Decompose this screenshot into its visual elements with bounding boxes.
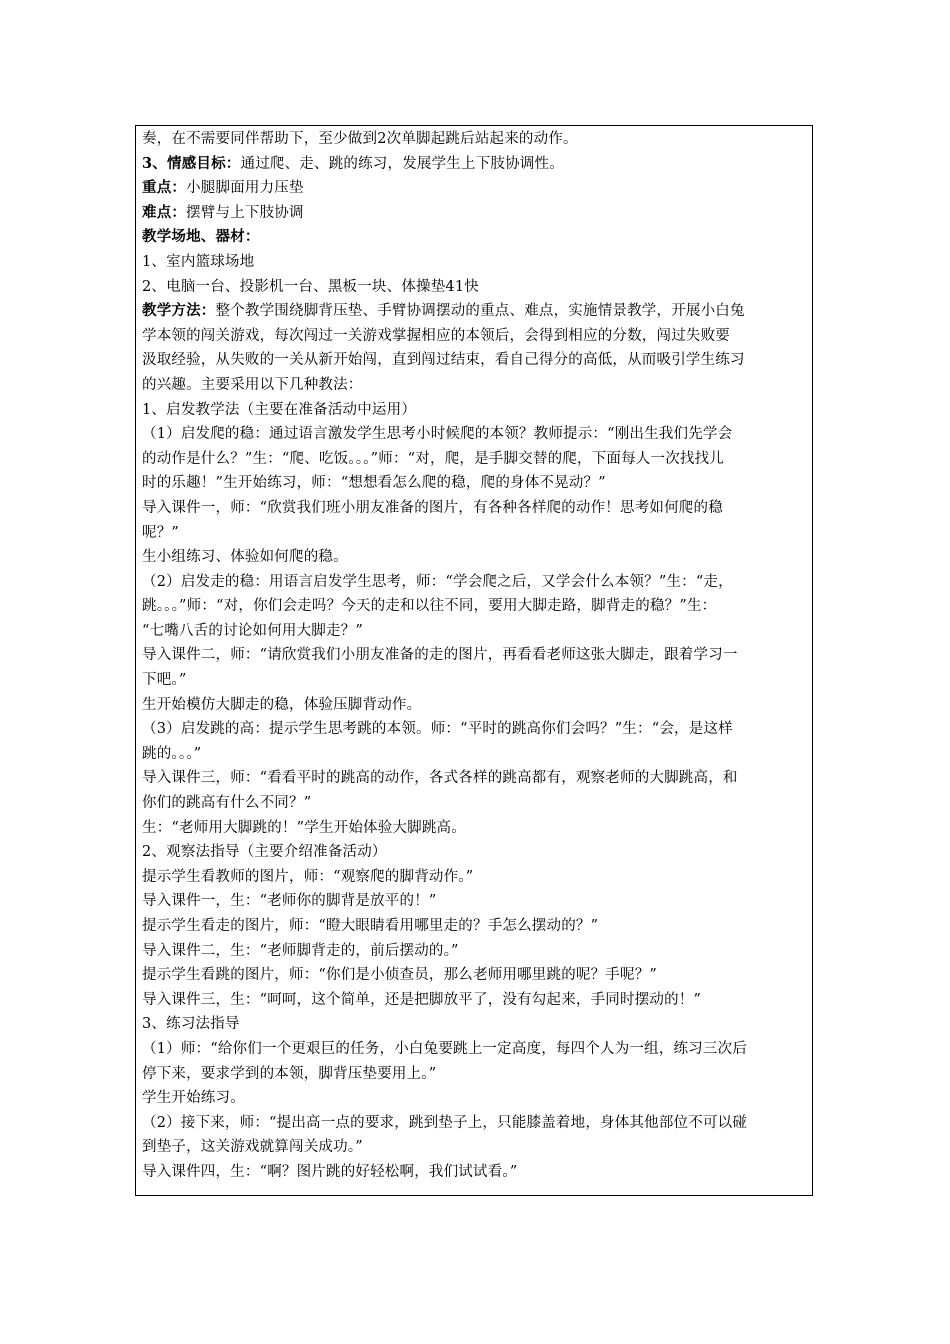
text-line [142,176,806,201]
line-text: 生小组练习、体验如何爬的稳。 [142,549,348,566]
line-text: 提示学生看走的图片，师：“瞪大眼睛看用哪里走的？手怎么摆动的？” [142,918,599,934]
text-line [142,1062,806,1087]
line-text: 提示学生看跳的图片，师：“你们是小侦查员，那么老师用哪里跳的呢？手呢？” [142,967,658,984]
text-line [142,988,806,1013]
line-text: 导入课件二，师：“请欣赏我们小朋友准备的走的图片，再看看老师这张大脚走，跟着学习一 [142,647,738,664]
text-line [142,791,806,816]
text-line [142,201,806,226]
text-line [142,275,806,300]
line-text: 通过爬、走、跳的练习，发展学生上下肢协调性。 [240,155,564,172]
text-line [142,693,806,718]
text-line [142,521,806,546]
bold-heading: 教学场地、器材： [142,228,260,246]
text-line [142,889,806,914]
text-line [142,1012,806,1037]
text-line [142,299,806,324]
text-line [142,742,806,767]
line-text: 下吧。” [142,672,187,689]
text-line [142,668,806,693]
line-text: 学本领的闯关游戏，每次闯过一关游戏掌握相应的本领后，会得到相应的分数，闯过失败要 [142,327,730,344]
line-text: 2、观察法指导（主要介绍准备活动） [142,844,387,861]
lesson-plan-table-cell [135,125,813,1196]
line-text: （2）启发走的稳：用语言启发学生思考，师：“学会爬之后，又学会什么本领？”生：“走， [142,573,733,590]
line-text: 导入课件二，生：“老师脚背走的，前后摆动的。” [142,942,459,959]
text-line [142,496,806,521]
bold-heading: 3、情感目标： [142,154,241,172]
line-text: 1、室内篮球场地 [142,253,255,270]
bold-heading: 难点： [142,203,187,221]
line-text: 奏，在不需要同伴帮助下，至少做到2次单脚起跳后站起来的动作。 [142,131,578,147]
line-text: 呢？” [142,524,180,541]
line-text: 时的乐趣！”生开始练习，师：“想想看怎么爬的稳，爬的身体不晃动？” [142,475,606,492]
line-text: 1、启发教学法（主要在准备活动中运用） [142,401,417,418]
text-line [142,766,806,791]
line-text: 导入课件四，生：“啊？图片跳的好轻松啊，我们试试看。” [142,1163,518,1180]
text-line [142,1086,806,1111]
text-line [142,865,806,890]
text-line [142,422,806,447]
line-text: 导入课件三，师：“看看平时的跳高的动作，各式各样的跳高都有，观察老师的大脚跳高，和 [142,770,738,787]
line-text: 导入课件一，师：“欣赏我们班小朋友准备的图片，有各种各样爬的动作！思考如何爬的稳 [142,499,723,516]
text-line [142,545,806,570]
text-line [142,914,806,939]
line-text: 小腿脚面用力压垫 [186,180,304,197]
text-line [142,643,806,668]
line-text: 生开始模仿大脚走的稳，体验压脚背动作。 [142,696,422,713]
line-text: 跳的。。。” [142,745,202,762]
text-line [142,1037,806,1062]
text-line [142,225,806,250]
bold-heading: 教学方法： [142,302,216,320]
line-text: 的动作是什么？”生：“爬、吃饭。。。”师：“对，爬，是手脚交替的爬，下面每人一次找找儿 [142,450,724,467]
line-text: 导入课件三，生：“呵呵，这个简单，还是把脚放平了，没有勾起来，手同时摆动的！” [142,991,702,1008]
line-text: 导入课件一，生：“老师你的脚背是放平的！” [142,893,437,910]
text-line [142,619,806,644]
line-text: 的兴趣。主要采用以下几种教法： [142,376,363,393]
text-line [142,816,806,841]
line-text: （3）启发跳的高：提示学生思考跳的本领。师：“平时的跳高你们会吗？”生：“会，是这样 [142,721,733,738]
line-text: （2）接下来，师：“提出高一点的要求，跳到垫子上，只能膝盖着地，身体其他部位不可以碰 [142,1114,748,1131]
text-line [142,1111,806,1136]
line-text: 3、练习法指导 [142,1016,240,1033]
line-text: 整个教学围绕脚背压垫、手臂协调摆动的重点、难点，实施情景教学，开展小白兔 [215,303,745,320]
text-line [142,1160,806,1185]
text-line [142,1135,806,1160]
line-text: 生：“老师用大脚跳的！”学生开始体验大脚跳高。 [142,819,466,836]
text-line [142,348,806,373]
text-line [142,127,806,152]
text-line [142,471,806,496]
line-text: （1）启发爬的稳：通过语言激发学生思考小时候爬的本领？教师提示：“刚出生我们先学会 [142,426,733,443]
text-line [142,373,806,398]
text-line [142,324,806,349]
text-line [142,594,806,619]
text-line [142,250,806,275]
line-text: 汲取经验，从失败的一关从新开始闯，直到闯过结束，看自己得分的高低，从而吸引学生练习 [142,352,745,369]
line-text: 提示学生看教师的图片，师：“观察爬的脚背动作。” [142,868,474,885]
line-text: 停下来，要求学到的本领，脚背压垫要用上。” [142,1065,437,1082]
text-line [142,570,806,595]
text-line [142,963,806,988]
line-text: 你们的跳高有什么不同？” [142,795,312,812]
line-text: “七嘴八舌的讨论如何用大脚走？” [142,622,364,639]
line-text: 到垫子，这关游戏就算闯关成功。” [142,1139,363,1156]
text-line [142,152,806,177]
text-line [142,447,806,472]
line-text: 学生开始练习。 [142,1090,245,1107]
line-text: 摆臂与上下肢协调 [186,204,304,221]
line-text: 跳。。。”师：“对，你们会走吗？今天的走和以往不同，要用大脚走路，脚背走的稳？”生： [142,598,717,615]
text-line [142,717,806,742]
line-text: 2、电脑一台、投影机一台、黑板一块、体操垫41快 [142,278,479,295]
line-text: （1）师：“给你们一个更艰巨的任务，小白兔要跳上一定高度，每四个人为一组，练习三次后 [142,1040,748,1057]
text-line [142,398,806,423]
text-line [142,840,806,865]
text-line [142,939,806,964]
bold-heading: 重点： [142,179,187,197]
